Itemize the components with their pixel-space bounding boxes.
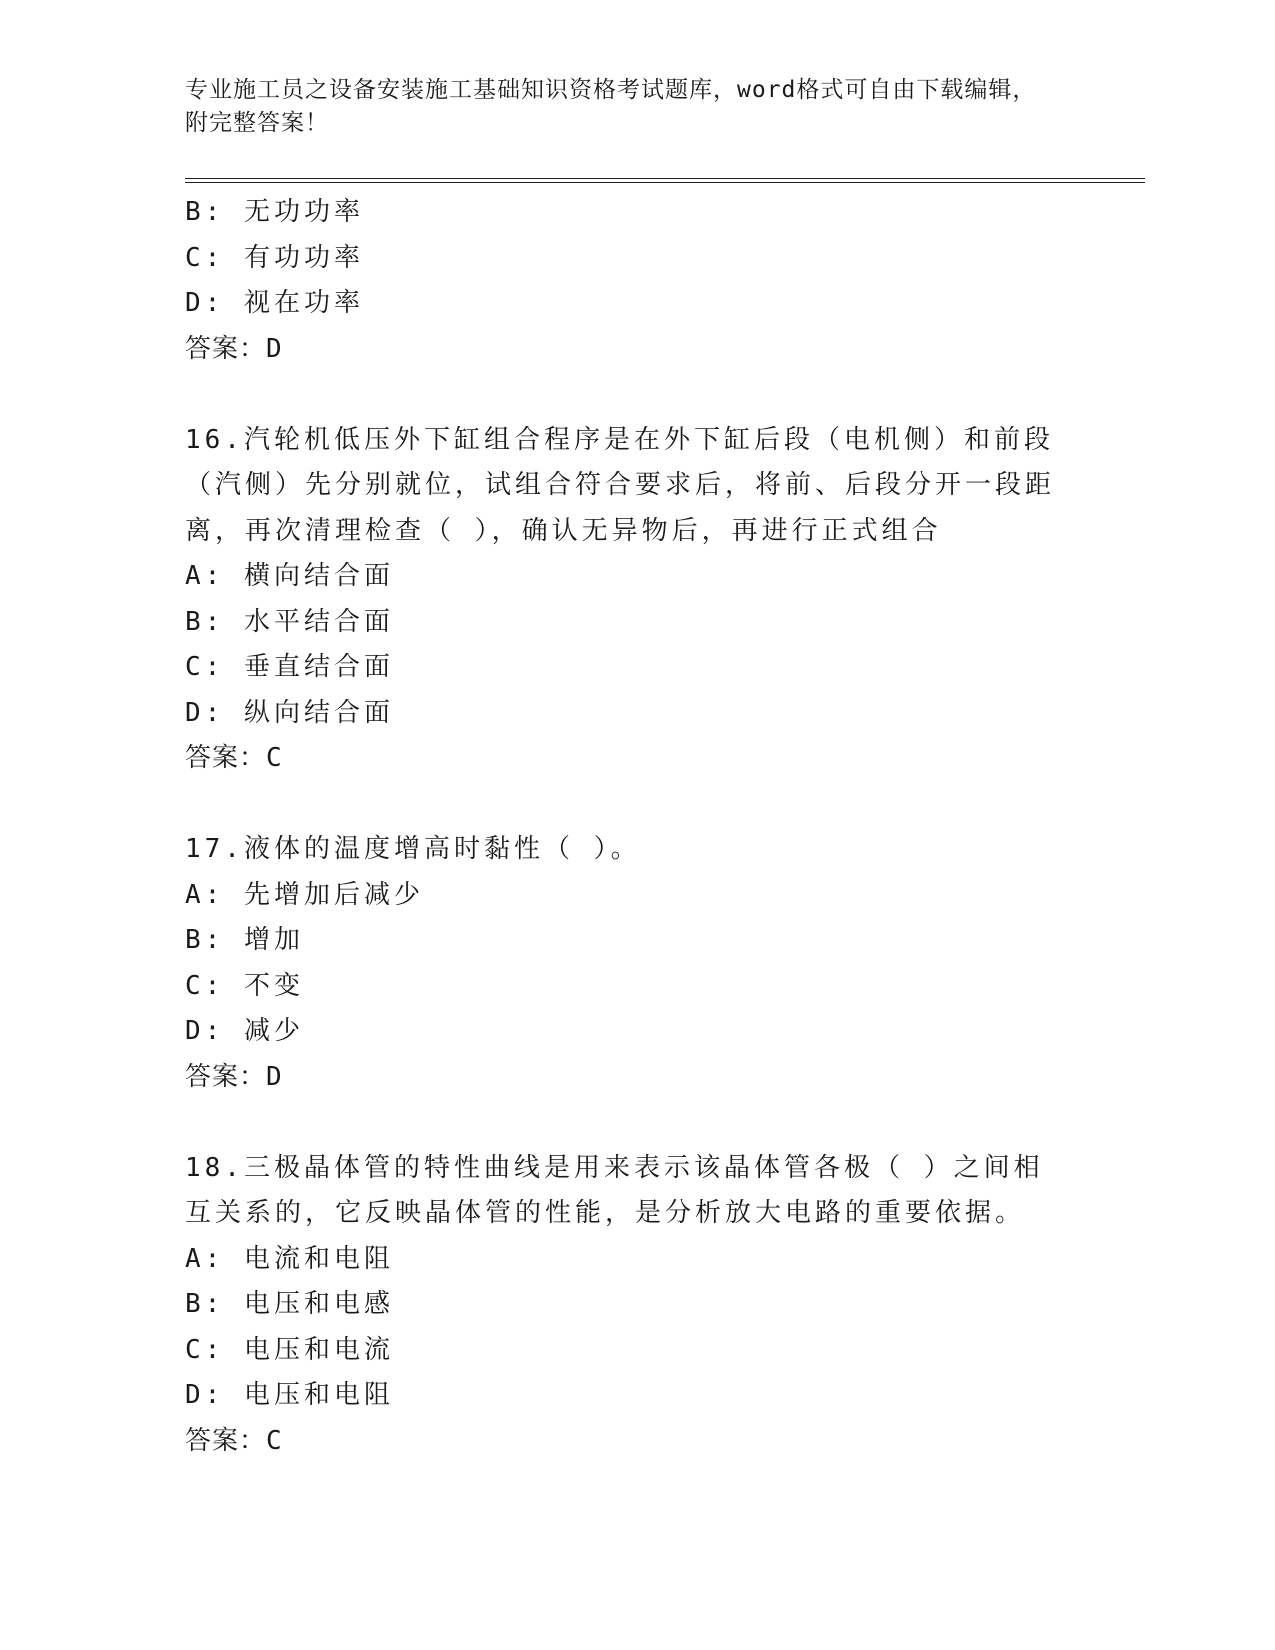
option-a: A: 先增加后减少 <box>185 879 424 910</box>
option-c: C: 有功功率 <box>185 242 364 273</box>
header-line-1: 专业施工员之设备安装施工基础知识资格考试题库，word格式可自由下载编辑， <box>185 77 1037 103</box>
question-block <box>185 418 1085 782</box>
option-d: D: 减少 <box>185 1016 304 1046</box>
answer-line <box>185 1419 1085 1465</box>
answer-label: 答案： <box>185 743 267 773</box>
question-text: 17.液体的温度增高时黏性（ ）。 <box>185 834 641 864</box>
question-text: 18.三极晶体管的特性曲线是用来表示该晶体管各极（ ）之间相互关系的，它反映晶体管的性能，是分析放大电路的重要依据。 <box>185 1152 1044 1228</box>
answer-key: C <box>266 743 283 773</box>
option-c: C: 垂直结合面 <box>185 652 394 682</box>
spacer <box>185 372 1085 418</box>
option-d: D: 电压和电阻 <box>185 1380 394 1410</box>
answer-label: 答案： <box>185 1425 267 1456</box>
option-a: A: 横向结合面 <box>185 561 394 591</box>
header-divider-bottom <box>185 182 1145 183</box>
header-divider-top <box>185 178 1145 179</box>
option-b: B: 电压和电感 <box>185 1289 394 1319</box>
question-block <box>185 190 1085 372</box>
question-block <box>185 1146 1085 1465</box>
spacer <box>185 1100 1085 1146</box>
option-d: D: 纵向结合面 <box>185 697 394 728</box>
option-b: B: 增加 <box>185 925 304 955</box>
option-d: D: 视在功率 <box>185 288 364 318</box>
question-block <box>185 827 1085 1100</box>
option-b: B: 水平结合面 <box>185 606 394 637</box>
answer-line <box>185 736 1085 782</box>
option-a: A: 电流和电阻 <box>185 1243 394 1274</box>
question-list <box>185 190 1085 1464</box>
option-b: B: 无功功率 <box>185 197 364 227</box>
header-line-2: 附完整答案！ <box>185 110 329 136</box>
answer-line <box>185 327 1085 373</box>
answer-line <box>185 1055 1085 1101</box>
option-c: C: 电压和电流 <box>185 1334 394 1365</box>
answer-key: D <box>266 333 283 364</box>
spacer <box>185 782 1085 828</box>
option-c: C: 不变 <box>185 970 304 1001</box>
answer-key: D <box>266 1061 283 1092</box>
answer-key: C <box>266 1425 283 1456</box>
question-text: 16.汽轮机低压外下缸组合程序是在外下缸后段（电机侧）和前段（汽侧）先分别就位，试组合符合要求后，将前、后段分开一段距离，再次清理检查（ ），确认无异物后，再进行正式组合 <box>185 424 1056 546</box>
answer-label: 答案： <box>185 1061 267 1092</box>
answer-label: 答案： <box>185 333 267 364</box>
document-header <box>185 74 1065 140</box>
